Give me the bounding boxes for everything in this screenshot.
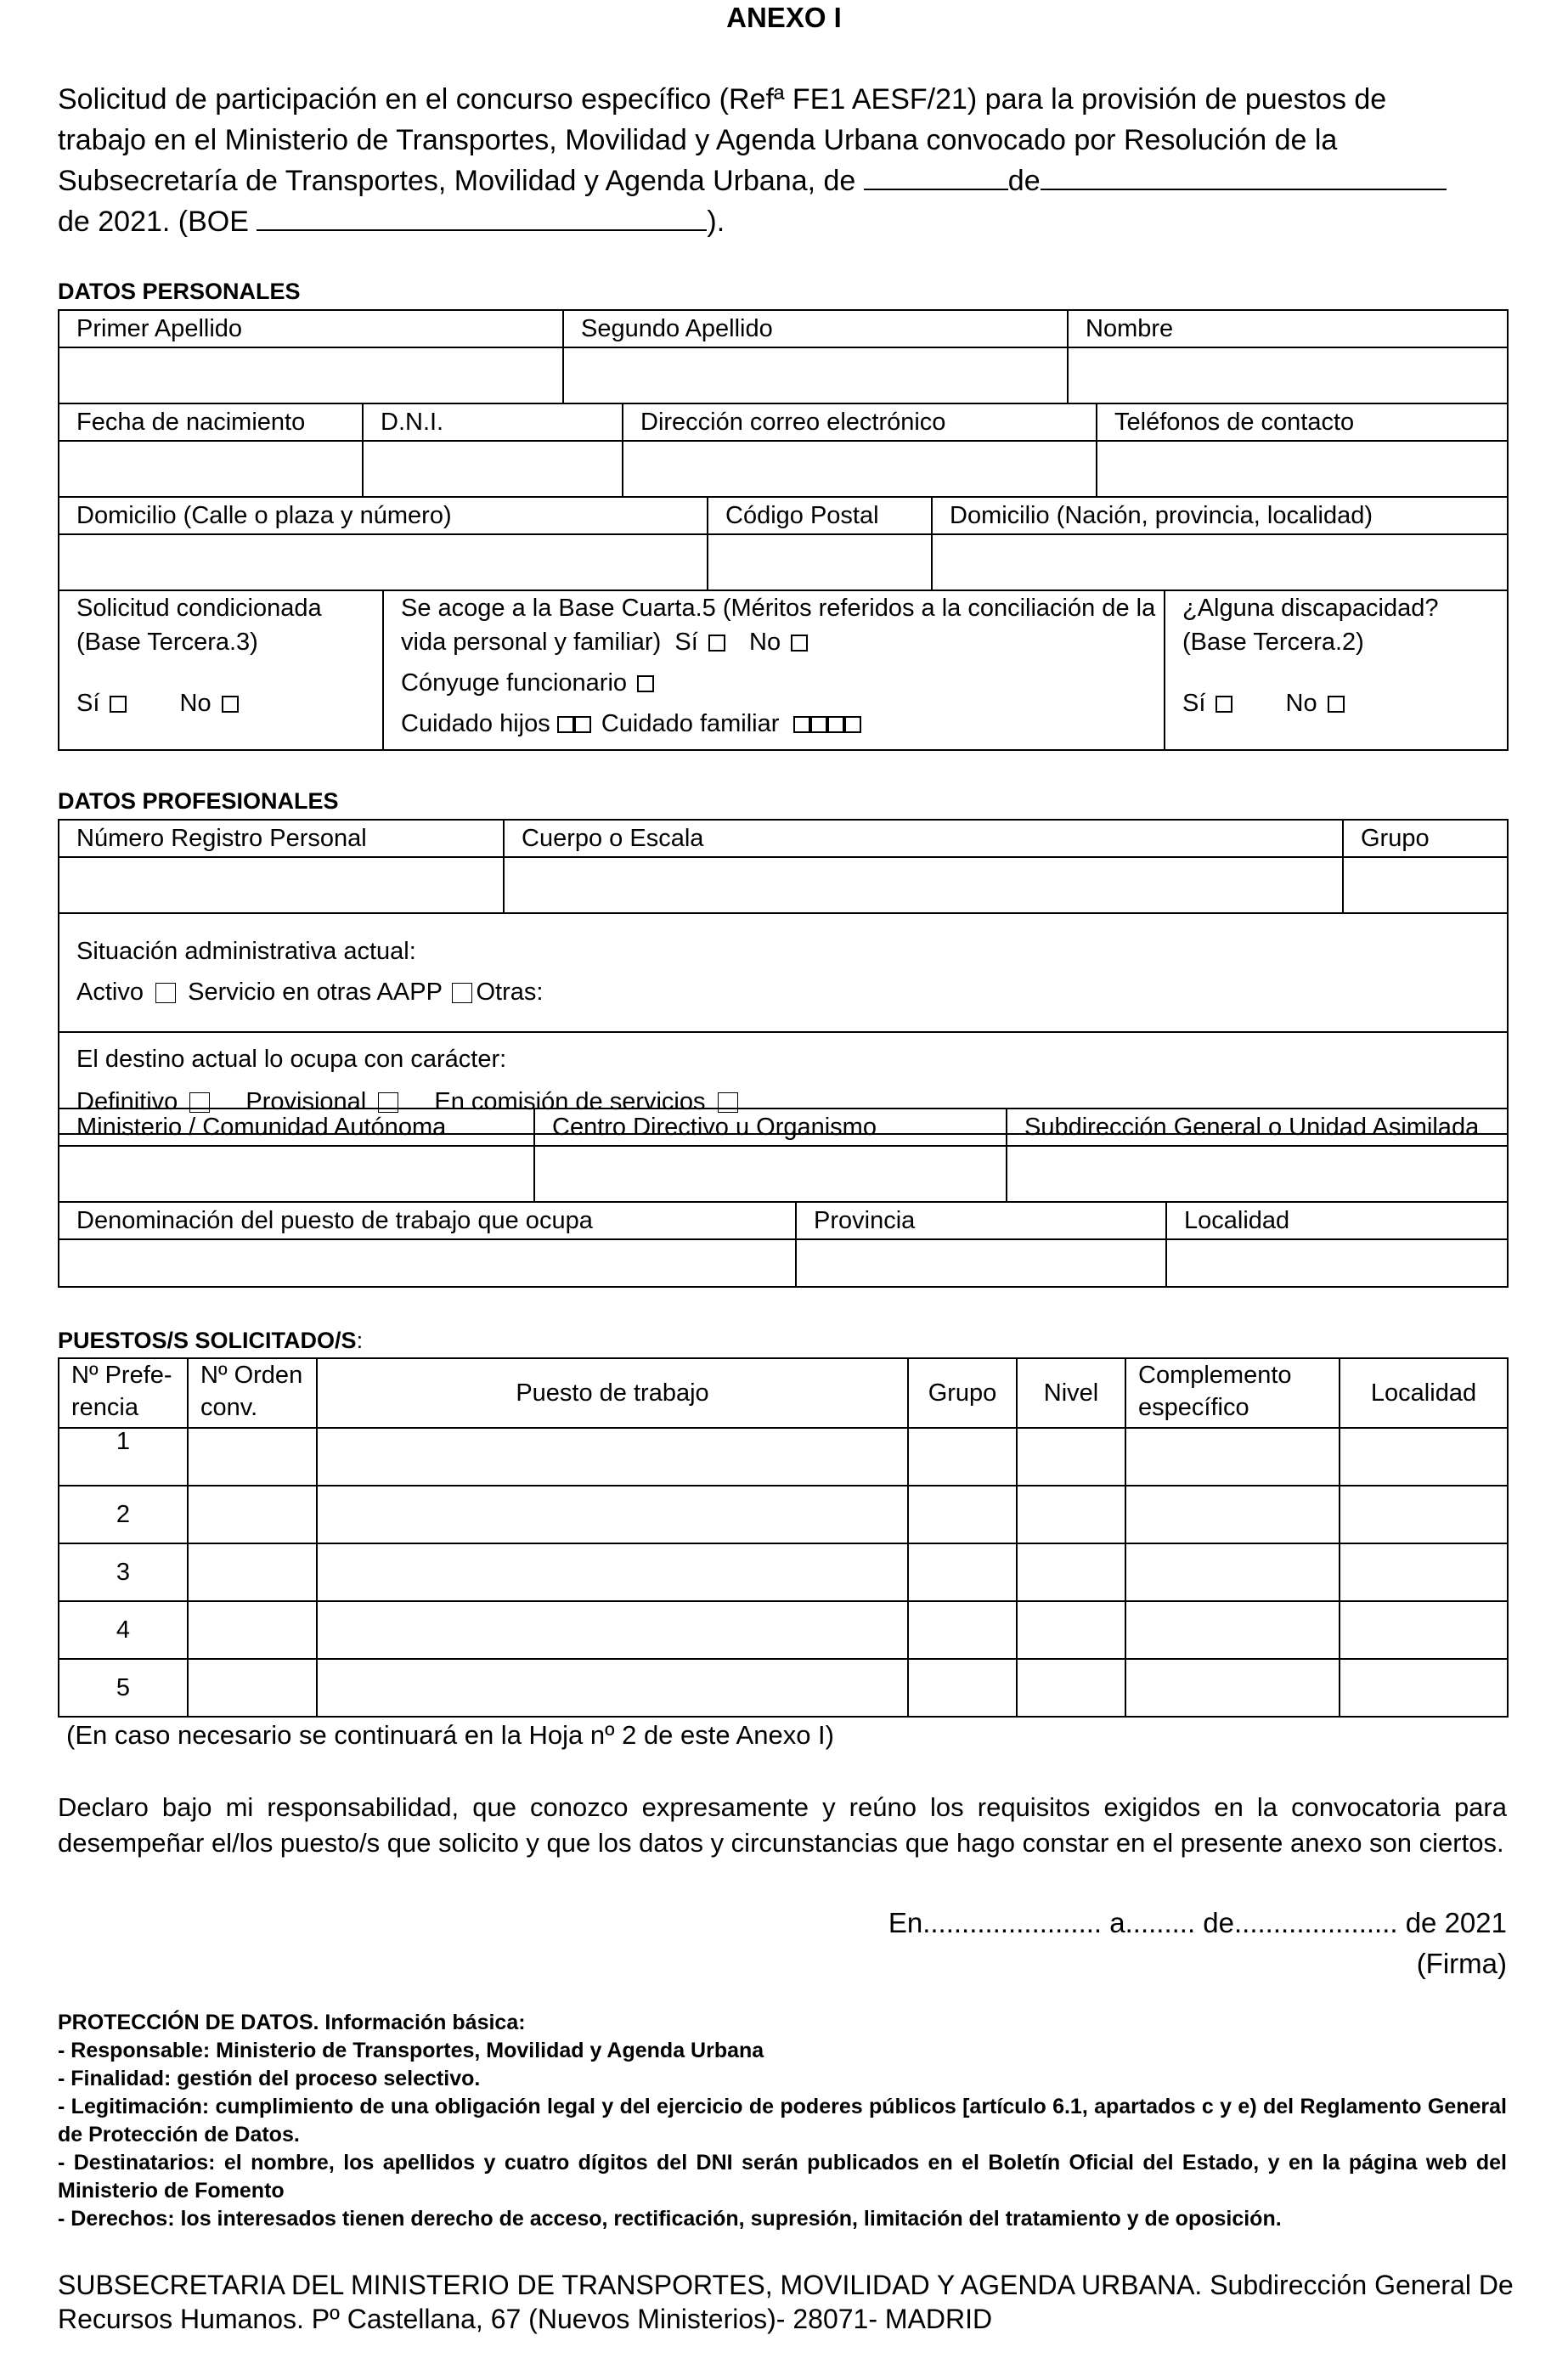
cell-nivel[interactable] (1017, 1543, 1125, 1601)
label-email: Dirección correo electrónico (623, 403, 1097, 441)
cell-complemento[interactable] (1125, 1486, 1340, 1543)
label-grupo: Grupo (1343, 820, 1508, 857)
cell-puesto[interactable] (317, 1601, 908, 1659)
cell-localidad[interactable] (1340, 1601, 1508, 1659)
intro-line: Solicitud de participación en el concurso específico (Refª FE1 AESF/21) para la provisión de puestos de (58, 83, 1387, 116)
hijos-checkbox-2[interactable] (574, 716, 591, 733)
familiar-checkbox-1[interactable] (793, 716, 810, 733)
field-primer-apellido[interactable] (59, 347, 563, 403)
label-provincia: Provincia (796, 1202, 1166, 1239)
cell-orden[interactable] (188, 1659, 317, 1717)
label-localidad: Localidad (1166, 1202, 1508, 1239)
label-centro: Centro Directivo u Organismo (534, 1108, 1007, 1146)
cell-orden[interactable] (188, 1486, 317, 1543)
field-nombre[interactable] (1068, 347, 1508, 403)
cond-label: Solicitud condicionada (76, 595, 322, 622)
field-denominacion[interactable] (59, 1239, 796, 1287)
cell-complemento[interactable] (1125, 1428, 1340, 1486)
intro-line: de 2021. (BOE ). (58, 206, 725, 238)
field-grupo[interactable] (1343, 857, 1508, 913)
label-fecha-nacimiento: Fecha de nacimiento (59, 403, 363, 441)
cell-puesto[interactable] (317, 1543, 908, 1601)
discapacidad-cell (1165, 590, 1508, 750)
col-nivel: Nivel (1017, 1358, 1125, 1428)
cond-si-checkbox[interactable] (110, 696, 127, 713)
field-email[interactable] (623, 441, 1097, 497)
field-dni[interactable] (363, 441, 623, 497)
label-domicilio-nacion: Domicilio (Nación, provincia, localidad) (932, 497, 1508, 534)
col-complemento: Complemento específico (1125, 1358, 1340, 1428)
label-cuerpo: Cuerpo o Escala (504, 820, 1343, 857)
situacion-label: Situación administrativa actual: (76, 938, 416, 965)
cell-nivel[interactable] (1017, 1659, 1125, 1717)
field-provincia[interactable] (796, 1239, 1166, 1287)
section-profesional-heading: DATOS PROFESIONALES (58, 788, 339, 814)
table-row (59, 1601, 1508, 1659)
row-number: 2 (59, 1486, 188, 1543)
cell-puesto[interactable] (317, 1659, 908, 1717)
table-row (59, 1543, 1508, 1601)
cell-grupo[interactable] (908, 1659, 1017, 1717)
row-number: 3 (59, 1543, 188, 1601)
dp-derechos: - Derechos: los interesados tienen derecho de acceso, rectificación, supresión, limitación del tratamiento y de oposición. (58, 2207, 1282, 2231)
base-si-checkbox[interactable] (708, 635, 725, 652)
destino-options: Definitivo Provisional En comisión de servicios (76, 1080, 1507, 1123)
conciliacion-cell (383, 590, 1165, 750)
field-nrp[interactable] (59, 857, 504, 913)
row-number: 1 (59, 1428, 188, 1486)
boe-blank[interactable] (257, 204, 707, 231)
disc-label: ¿Alguna discapacidad? (1182, 595, 1439, 622)
cell-puesto[interactable] (317, 1486, 908, 1543)
dp-finalidad: - Finalidad: gestión del proceso selectivo. (58, 2067, 481, 2090)
field-fecha-nacimiento[interactable] (59, 441, 363, 497)
field-centro[interactable] (534, 1146, 1007, 1202)
label-nrp: Número Registro Personal (59, 820, 504, 857)
cond-cell (59, 590, 383, 750)
base-no-checkbox[interactable] (791, 635, 808, 652)
personal-table-3 (58, 496, 1509, 591)
dp-destinatarios: - Destinatarios: el nombre, los apellidos y cuatro dígitos del DNI serán publicados en el Boletín Oficial del Estado, y en la página web del Ministerio de Fomento (58, 2151, 1507, 2203)
cell-orden[interactable] (188, 1428, 317, 1486)
table-row (59, 1659, 1508, 1717)
puestos-table (58, 1357, 1509, 1718)
field-codigo-postal[interactable] (708, 534, 932, 590)
label-denominacion: Denominación del puesto de trabajo que ocupa (59, 1202, 796, 1239)
intro-paragraph (58, 79, 1507, 242)
profesional-table-3 (58, 1201, 1509, 1288)
cell-localidad[interactable] (1340, 1543, 1508, 1601)
label-ministerio: Ministerio / Comunidad Autónoma (59, 1108, 534, 1146)
cell-puesto[interactable] (317, 1428, 908, 1486)
cond-options: Sí No (76, 686, 382, 720)
field-subdireccion[interactable] (1007, 1146, 1508, 1202)
personal-table-1 (58, 309, 1509, 404)
field-segundo-apellido[interactable] (563, 347, 1068, 403)
section-puestos-heading: PUESTOS/S SOLICITADO/S: (58, 1328, 364, 1353)
field-domicilio-nacion[interactable] (932, 534, 1508, 590)
col-orden: Nº Orden conv. (188, 1358, 317, 1428)
personal-table-4 (58, 590, 1509, 751)
label-domicilio: Domicilio (Calle o plaza y número) (59, 497, 708, 534)
cell-localidad[interactable] (1340, 1486, 1508, 1543)
table-row (59, 1428, 1508, 1486)
col-preferencia: Nº Prefe- rencia (59, 1358, 188, 1428)
cell-grupo[interactable] (908, 1601, 1017, 1659)
cell-orden[interactable] (188, 1543, 317, 1601)
label-primer-apellido: Primer Apellido (59, 310, 563, 347)
familiar-checkbox-2[interactable] (810, 716, 827, 733)
label-subdireccion: Subdirección General o Unidad Asimilada (1007, 1108, 1508, 1146)
cell-orden[interactable] (188, 1601, 317, 1659)
month-blank[interactable] (1041, 163, 1447, 190)
base-label: Se acoge a la Base Cuarta.5 (Méritos referidos a la conciliación de la (401, 595, 1156, 622)
field-cuerpo[interactable] (504, 857, 1343, 913)
situacion-options: Activo Servicio en otras AAPP Otras: (76, 979, 544, 1006)
disc-si-checkbox[interactable] (1215, 696, 1232, 713)
place-date-line: En....................... a......... de..................... de 2021 (888, 1907, 1507, 1938)
day-blank[interactable] (864, 163, 1008, 190)
signature-label: (Firma) (1416, 1948, 1507, 1979)
field-localidad[interactable] (1166, 1239, 1508, 1287)
cell-nivel[interactable] (1017, 1601, 1125, 1659)
base-options: vida personal y familiar) Sí No (401, 625, 1164, 659)
cell-localidad[interactable] (1340, 1659, 1508, 1717)
field-domicilio[interactable] (59, 534, 708, 590)
data-protection-block (58, 2009, 1507, 2233)
cell-complemento[interactable] (1125, 1543, 1340, 1601)
activo-checkbox[interactable] (155, 983, 176, 1003)
col-grupo: Grupo (908, 1358, 1017, 1428)
table-row (59, 1486, 1508, 1543)
cuidado-row: Cuidado hijos Cuidado familiar (401, 707, 1164, 741)
continuation-note: (En caso necesario se continuará en la Hoja nº 2 de este Anexo I) (66, 1720, 834, 1750)
cell-complemento[interactable] (1125, 1659, 1340, 1717)
section-personal-heading: DATOS PERSONALES (58, 279, 301, 304)
label-codigo-postal: Código Postal (708, 497, 932, 534)
col-puesto: Puesto de trabajo (317, 1358, 908, 1428)
cell-localidad[interactable] (1340, 1428, 1508, 1486)
row-number: 5 (59, 1659, 188, 1717)
intro-line: Subsecretaría de Transportes, Movilidad y Agenda Urbana, de de (58, 161, 1507, 201)
disc-base: (Base Tercera.2) (1182, 629, 1364, 656)
declaration-text: Declaro bajo mi responsabilidad, que conozco expresamente y reúno los requisitos exigidos en la convocatoria para desempeñar el/los puesto/s que solicito y que los datos y circunstancias que hago constar en el presente anexo son ciertos. (58, 1792, 1507, 1858)
cell-complemento[interactable] (1125, 1601, 1340, 1659)
row-number: 4 (59, 1601, 188, 1659)
field-telefonos[interactable] (1097, 441, 1508, 497)
dp-legitimacion: - Legitimación: cumplimiento de una obligación legal y del ejercicio de poderes públicos [artículo 6.1, apartados c y e) del Reglamento General de Protección de Datos. (58, 2095, 1507, 2146)
label-telefonos: Teléfonos de contacto (1097, 403, 1508, 441)
servicio-otras-checkbox[interactable] (452, 983, 472, 1003)
cond-no-checkbox[interactable] (222, 696, 239, 713)
cell-nivel[interactable] (1017, 1428, 1125, 1486)
cell-nivel[interactable] (1017, 1486, 1125, 1543)
signature-block (888, 1903, 1507, 1984)
disc-options: Sí No (1182, 686, 1507, 720)
page-title: ANEXO I (726, 2, 842, 33)
destino-label: El destino actual lo ocupa con carácter: (76, 1046, 507, 1073)
profesional-table-1 (58, 819, 1509, 1135)
field-ministerio[interactable] (59, 1146, 534, 1202)
hijos-checkbox-1[interactable] (557, 716, 574, 733)
disc-no-checkbox[interactable] (1328, 696, 1345, 713)
label-segundo-apellido: Segundo Apellido (563, 310, 1068, 347)
cond-base: (Base Tercera.3) (76, 629, 258, 656)
col-localidad: Localidad (1340, 1358, 1508, 1428)
profesional-table-2 (58, 1108, 1509, 1203)
personal-table-2 (58, 403, 1509, 498)
familiar-checkbox-4[interactable] (844, 716, 861, 733)
cell-grupo[interactable] (908, 1428, 1017, 1486)
dp-responsable: - Responsable: Ministerio de Transportes, Movilidad y Agenda Urbana (58, 2039, 764, 2062)
dp-title: PROTECCIÓN DE DATOS. Información básica: (58, 2011, 526, 2034)
intro-line: trabajo en el Ministerio de Transportes, Movilidad y Agenda Urbana convocado por Resolución de la (58, 124, 1338, 156)
situacion-cell (59, 913, 1508, 1032)
cell-grupo[interactable] (908, 1543, 1017, 1601)
cell-grupo[interactable] (908, 1486, 1017, 1543)
familiar-checkbox-3[interactable] (827, 716, 844, 733)
label-dni: D.N.I. (363, 403, 623, 441)
footer-address: SUBSECRETARIA DEL MINISTERIO DE TRANSPORTES, MOVILIDAD Y AGENDA URBANA. Subdirección General De Recursos Humanos. Pº Castellana, 67 (Nuevos Ministerios)- 28071- MADRID (58, 2270, 1514, 2334)
conyuge-checkbox[interactable] (637, 675, 654, 692)
label-nombre: Nombre (1068, 310, 1508, 347)
conyuge-row: Cónyuge funcionario (401, 666, 1164, 700)
